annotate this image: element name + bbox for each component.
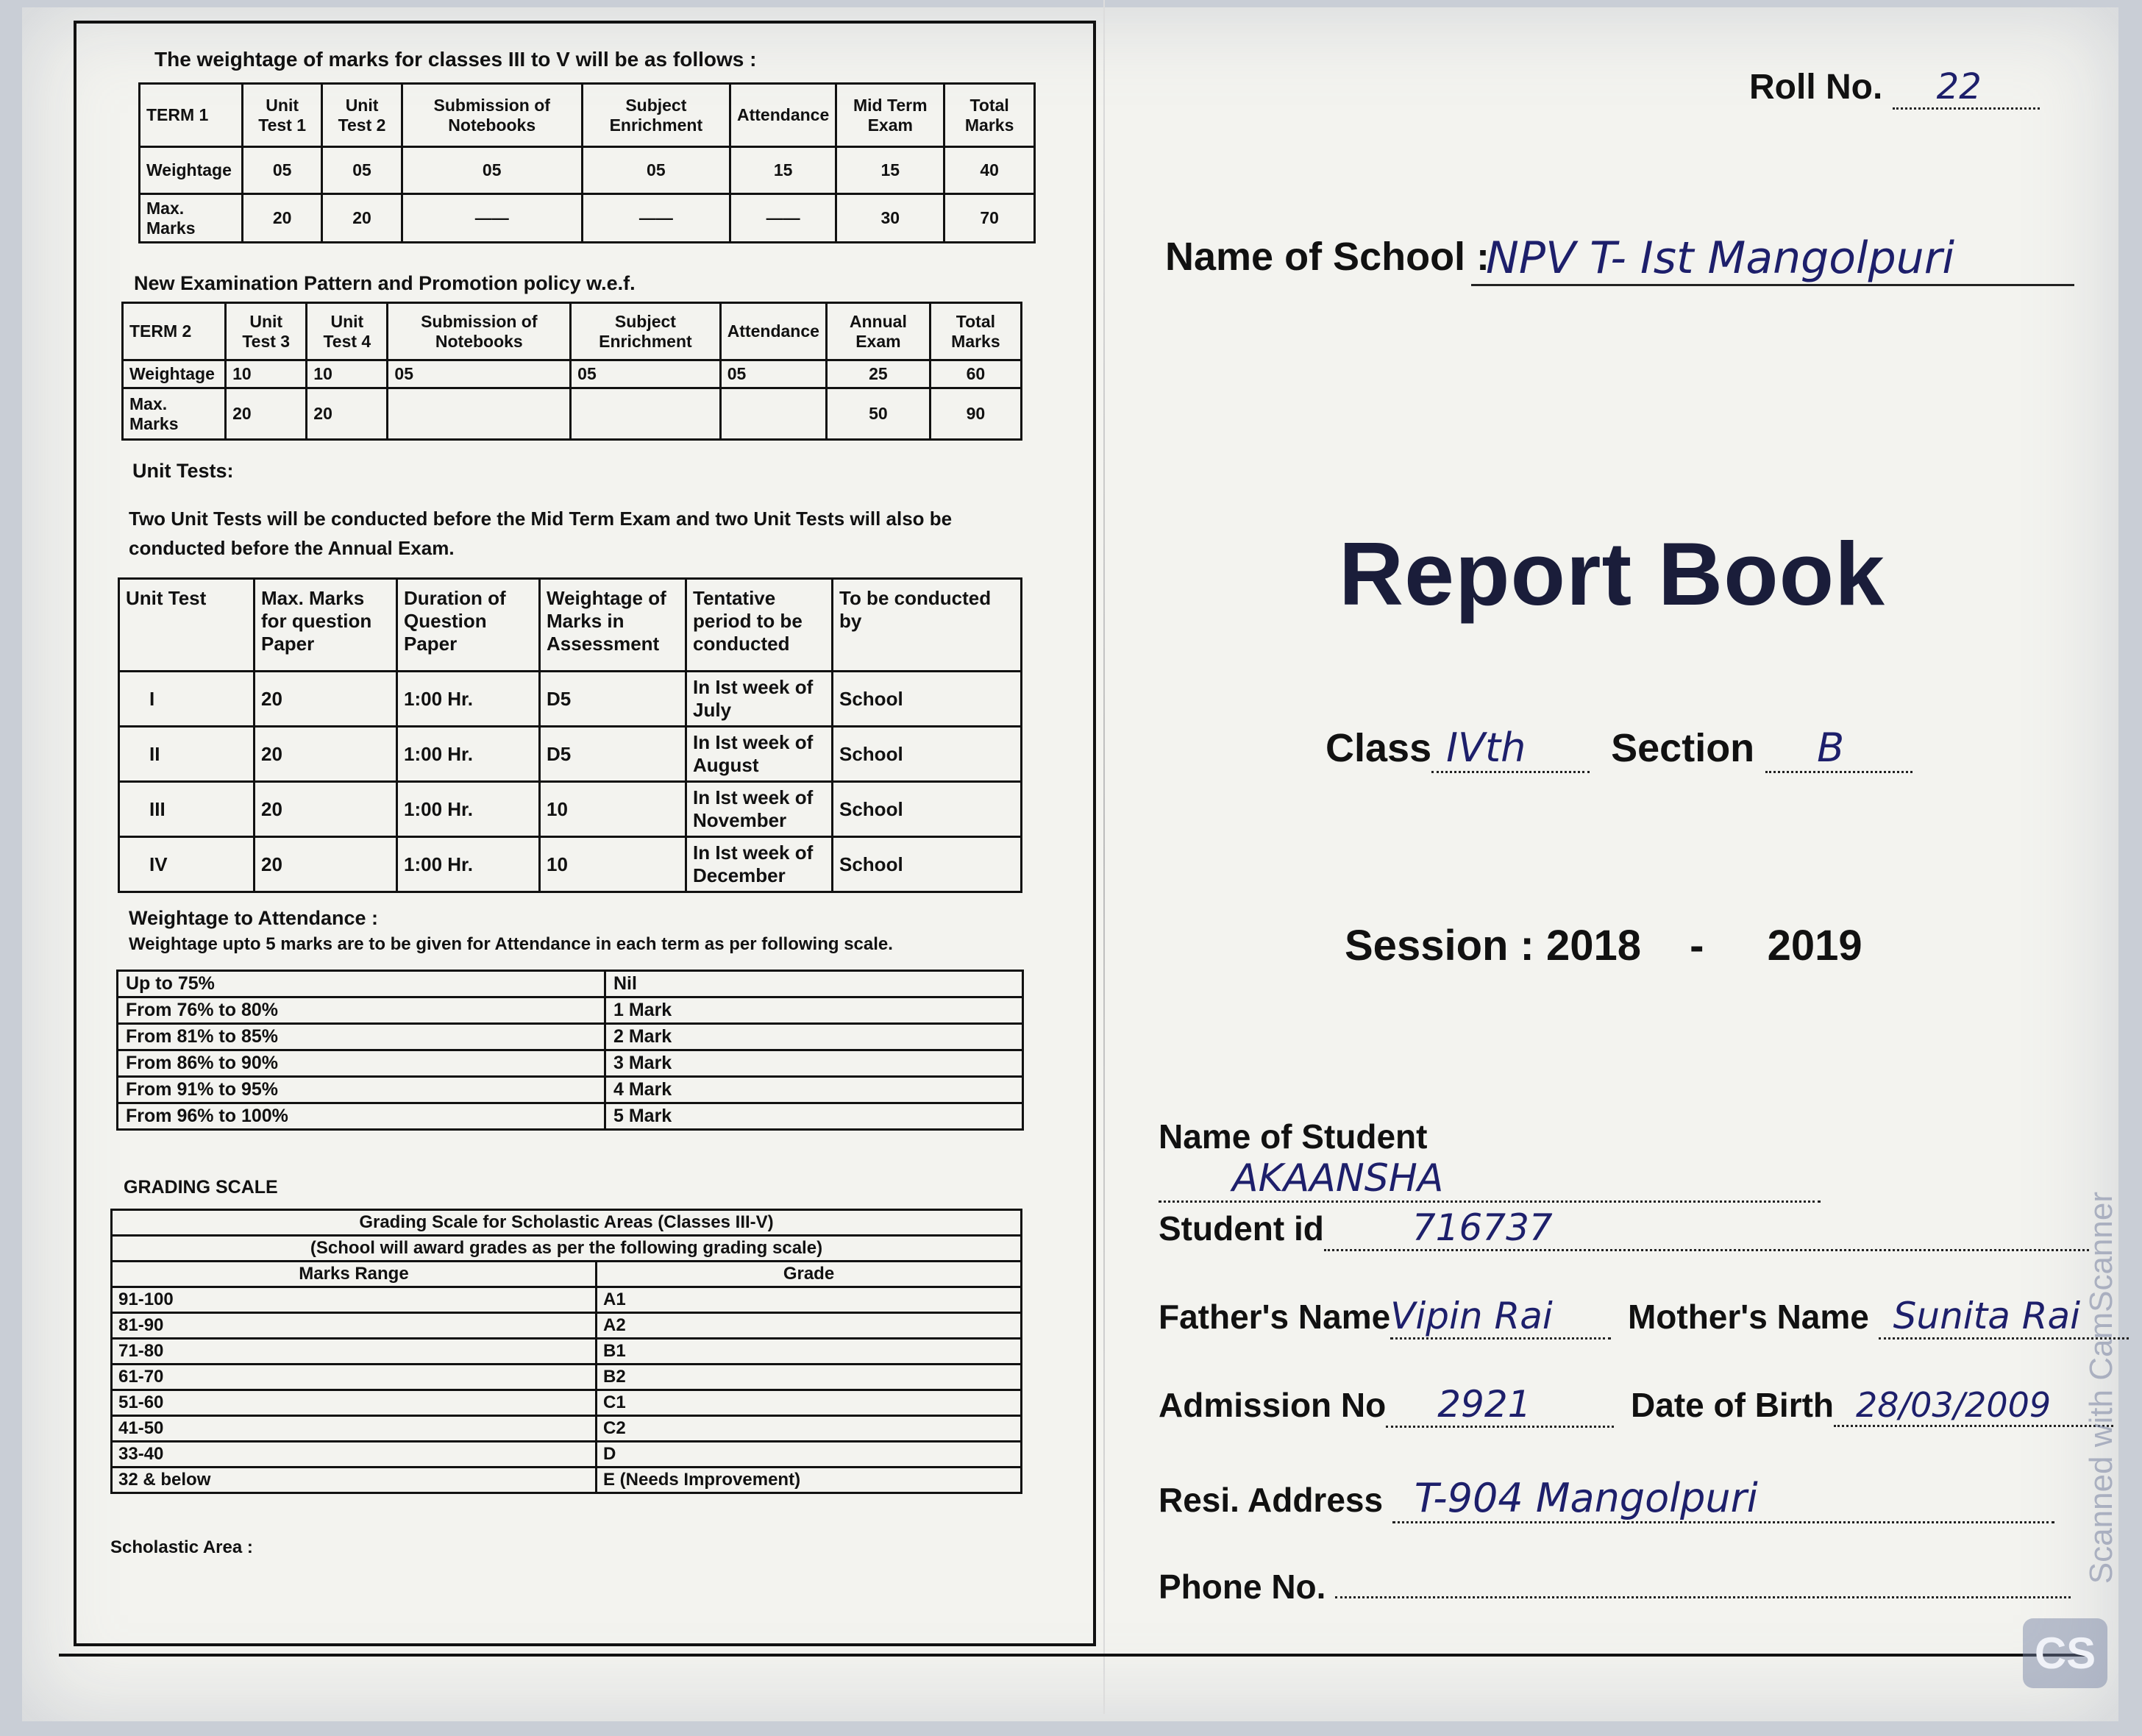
unit-table-cell: In Ist week of November [686, 782, 833, 837]
attendance-marks: 3 Mark [605, 1050, 1023, 1077]
term1-cell: Weightage [140, 147, 243, 194]
unit-test-table [118, 577, 1022, 893]
unit-table-cell: I [119, 672, 255, 727]
school-label: Name of School : [1165, 235, 1490, 279]
term1-cell: 05 [402, 147, 582, 194]
class-section-row [1326, 725, 1913, 773]
term2-cell: 05 [720, 360, 826, 388]
term2-header-cell: Submission of Notebooks [388, 303, 571, 360]
unit-table-cell: 20 [255, 837, 397, 892]
term2-cell: Weightage [123, 360, 226, 388]
term1-cell: 05 [582, 147, 730, 194]
student-name-row [1159, 1117, 2071, 1203]
attendance-marks: 2 Mark [605, 1024, 1023, 1050]
unit-table-cell: 10 [540, 782, 686, 837]
session-end: 2019 [1767, 922, 1862, 970]
unit-table-cell: 1:00 Hr. [397, 672, 540, 727]
roll-value: 22 [1936, 66, 1982, 107]
unit-table-header: Weightage of Marks in Assessment [540, 579, 686, 672]
school-name-row [1165, 234, 1490, 280]
attendance-range: From 91% to 95% [118, 1077, 605, 1103]
grading-range: 41-50 [112, 1416, 597, 1442]
grading-range: 91-100 [112, 1287, 597, 1313]
term2-cell [571, 388, 721, 440]
term1-header-cell: Submission of Notebooks [402, 84, 582, 147]
grading-range: 71-80 [112, 1339, 597, 1365]
unit-table-header: Duration of Question Paper [397, 579, 540, 672]
term1-header-cell: Unit Test 2 [322, 84, 402, 147]
student-id-row [1159, 1206, 2089, 1251]
term1-cell: 05 [322, 147, 402, 194]
mother-label: Mother's Name [1627, 1298, 1879, 1336]
term2-header-cell: Total Marks [930, 303, 1021, 360]
term1-cell: 15 [730, 147, 836, 194]
attendance-paragraph: Weightage upto 5 marks are to be given for Attendance in each term as per following scale. [129, 934, 893, 954]
grading-range: 61-70 [112, 1365, 597, 1390]
unit-table-cell: 20 [255, 782, 397, 837]
camscanner-logo-icon: CS [2023, 1618, 2107, 1688]
address-value: T-904 Mangolpuri [1414, 1475, 1758, 1521]
term1-cell: 30 [836, 194, 944, 243]
term2-cell: 05 [388, 360, 571, 388]
dob-value: 28/03/2009 [1856, 1385, 2052, 1425]
roll-number [1749, 66, 2040, 110]
grading-grade: D [597, 1442, 1022, 1468]
unit-table-cell: 1:00 Hr. [397, 782, 540, 837]
term2-cell: 20 [307, 388, 388, 440]
attendance-range: Up to 75% [118, 971, 605, 997]
parents-row [1159, 1295, 2129, 1340]
session-row [1345, 921, 1862, 970]
unit-table-header: Max. Marks for question Paper [255, 579, 397, 672]
grading-grade: A1 [597, 1287, 1022, 1313]
term2-cell: 10 [226, 360, 307, 388]
unit-table-header: Unit Test [119, 579, 255, 672]
section-value: B [1817, 725, 1845, 771]
grading-range: 51-60 [112, 1390, 597, 1416]
term1-header-cell: Total Marks [944, 84, 1035, 147]
phone-row [1159, 1567, 2071, 1607]
attendance-table [116, 970, 1024, 1131]
unit-table-cell: In Ist week of December [686, 837, 833, 892]
term1-cell: 70 [944, 194, 1035, 243]
unit-tests-heading: Unit Tests: [132, 460, 234, 482]
term2-cell: 10 [307, 360, 388, 388]
grading-grade: B2 [597, 1365, 1022, 1390]
unit-table-cell: III [119, 782, 255, 837]
attendance-range: From 76% to 80% [118, 997, 605, 1024]
attendance-marks: 5 Mark [605, 1103, 1023, 1130]
unit-table-cell: II [119, 727, 255, 782]
term2-cell: Max. Marks [123, 388, 226, 440]
student-name-value: AKAANSHA [1232, 1156, 1444, 1200]
grading-grade: C1 [597, 1390, 1022, 1416]
session-start: 2018 [1545, 922, 1642, 970]
unit-table-cell: D5 [540, 672, 686, 727]
grading-title: Grading Scale for Scholastic Areas (Classes III-V) [112, 1210, 1022, 1236]
admission-dob-row [1159, 1383, 2113, 1428]
grading-grade: A2 [597, 1313, 1022, 1339]
term2-cell: 90 [930, 388, 1021, 440]
term1-header-cell: Unit Test 1 [242, 84, 321, 147]
attendance-heading: Weightage to Attendance : [129, 907, 379, 929]
term2-cell: 50 [826, 388, 930, 440]
address-label: Resi. Address [1159, 1481, 1392, 1519]
term1-header-cell: TERM 1 [140, 84, 243, 147]
report-book-title: Report Book [1339, 524, 1885, 624]
session-label: Session : [1345, 922, 1546, 970]
unit-table-cell: IV [119, 837, 255, 892]
unit-table-cell: School [833, 672, 1022, 727]
unit-table-cell: 1:00 Hr. [397, 837, 540, 892]
section-label: Section [1611, 726, 1766, 770]
grading-range: 32 & below [112, 1468, 597, 1493]
unit-table-cell: 10 [540, 837, 686, 892]
term1-cell: 20 [242, 194, 321, 243]
unit-tests-paragraph: Two Unit Tests will be conducted before the Mid Term Exam and two Unit Tests will also be conducted before the Annual Exam. [129, 508, 953, 559]
class-value: IVth [1446, 725, 1526, 771]
grading-range: 81-90 [112, 1313, 597, 1339]
attendance-marks: 4 Mark [605, 1077, 1023, 1103]
unit-table-cell: School [833, 837, 1022, 892]
term1-cell: 40 [944, 147, 1035, 194]
unit-table-cell: D5 [540, 727, 686, 782]
term1-header-cell: Mid Term Exam [836, 84, 944, 147]
term2-header-cell: TERM 2 [123, 303, 226, 360]
term1-cell: —— [402, 194, 582, 243]
unit-table-header: To be conducted by [833, 579, 1022, 672]
term2-cell [388, 388, 571, 440]
unit-table-header: Tentative period to be conducted [686, 579, 833, 672]
grading-table [110, 1209, 1022, 1494]
session-dash: - [1690, 922, 1704, 970]
attendance-marks: Nil [605, 971, 1023, 997]
unit-table-cell: 20 [255, 727, 397, 782]
mother-value: Sunita Rai [1893, 1295, 2081, 1337]
grading-header: Marks Range [112, 1262, 597, 1287]
dob-label: Date of Birth [1631, 1386, 1835, 1424]
grading-range: 33-40 [112, 1442, 597, 1468]
term2-cell [720, 388, 826, 440]
student-id-label: Student id [1159, 1209, 1324, 1248]
camscanner-watermark: Scanned with CamScanner [2083, 1192, 2119, 1584]
term2-cell: 20 [226, 388, 307, 440]
unit-table-cell: In Ist week of August [686, 727, 833, 782]
grading-grade: C2 [597, 1416, 1022, 1442]
page-fold [1103, 0, 1105, 1714]
unit-table-cell: School [833, 727, 1022, 782]
term2-header-cell: Unit Test 4 [307, 303, 388, 360]
grading-grade: B1 [597, 1339, 1022, 1365]
term2-cell: 05 [571, 360, 721, 388]
attendance-range: From 86% to 90% [118, 1050, 605, 1077]
term1-header-cell: Subject Enrichment [582, 84, 730, 147]
unit-table-cell: 20 [255, 672, 397, 727]
school-value: NPV T- Ist Mangolpuri [1471, 232, 2074, 286]
class-label: Class [1326, 726, 1432, 770]
term1-table [138, 82, 1036, 243]
exam-pattern-heading: New Examination Pattern and Promotion policy w.e.f. [134, 272, 636, 294]
attendance-range: From 81% to 85% [118, 1024, 605, 1050]
term2-cell: 60 [930, 360, 1021, 388]
term1-cell: 15 [836, 147, 944, 194]
father-label: Father's Name [1159, 1298, 1391, 1336]
grading-heading: GRADING SCALE [124, 1177, 278, 1198]
page-bottom-border [59, 1654, 2089, 1657]
grading-header: Grade [597, 1262, 1022, 1287]
phone-label: Phone No. [1159, 1568, 1336, 1606]
grading-grade: E (Needs Improvement) [597, 1468, 1022, 1493]
unit-table-cell: 1:00 Hr. [397, 727, 540, 782]
father-value: Vipin Rai [1390, 1295, 1553, 1337]
term1-cell: 05 [242, 147, 321, 194]
unit-table-cell: School [833, 782, 1022, 837]
term1-cell: —— [582, 194, 730, 243]
grading-subtitle: (School will award grades as per the following grading scale) [112, 1236, 1022, 1262]
student-id-value: 716737 [1412, 1206, 1553, 1249]
term2-header-cell: Subject Enrichment [571, 303, 721, 360]
address-row [1159, 1475, 2054, 1523]
term2-header-cell: Unit Test 3 [226, 303, 307, 360]
term1-cell: —— [730, 194, 836, 243]
admission-label: Admission No [1159, 1386, 1387, 1424]
term2-table [121, 302, 1022, 441]
weightage-heading: The weightage of marks for classes III to V will be as follows : [154, 48, 757, 71]
attendance-marks: 1 Mark [605, 997, 1023, 1024]
student-name-label: Name of Student [1159, 1117, 1428, 1156]
term2-header-cell: Attendance [720, 303, 826, 360]
scholastic-area-label: Scholastic Area : [110, 1537, 253, 1557]
attendance-range: From 96% to 100% [118, 1103, 605, 1130]
term2-cell: 25 [826, 360, 930, 388]
term1-cell: 20 [322, 194, 402, 243]
term2-header-cell: Annual Exam [826, 303, 930, 360]
admission-value: 2921 [1437, 1383, 1531, 1426]
roll-label: Roll No. [1749, 68, 1893, 107]
unit-table-cell: In Ist week of July [686, 672, 833, 727]
term1-cell: Max. Marks [140, 194, 243, 243]
term1-header-cell: Attendance [730, 84, 836, 147]
